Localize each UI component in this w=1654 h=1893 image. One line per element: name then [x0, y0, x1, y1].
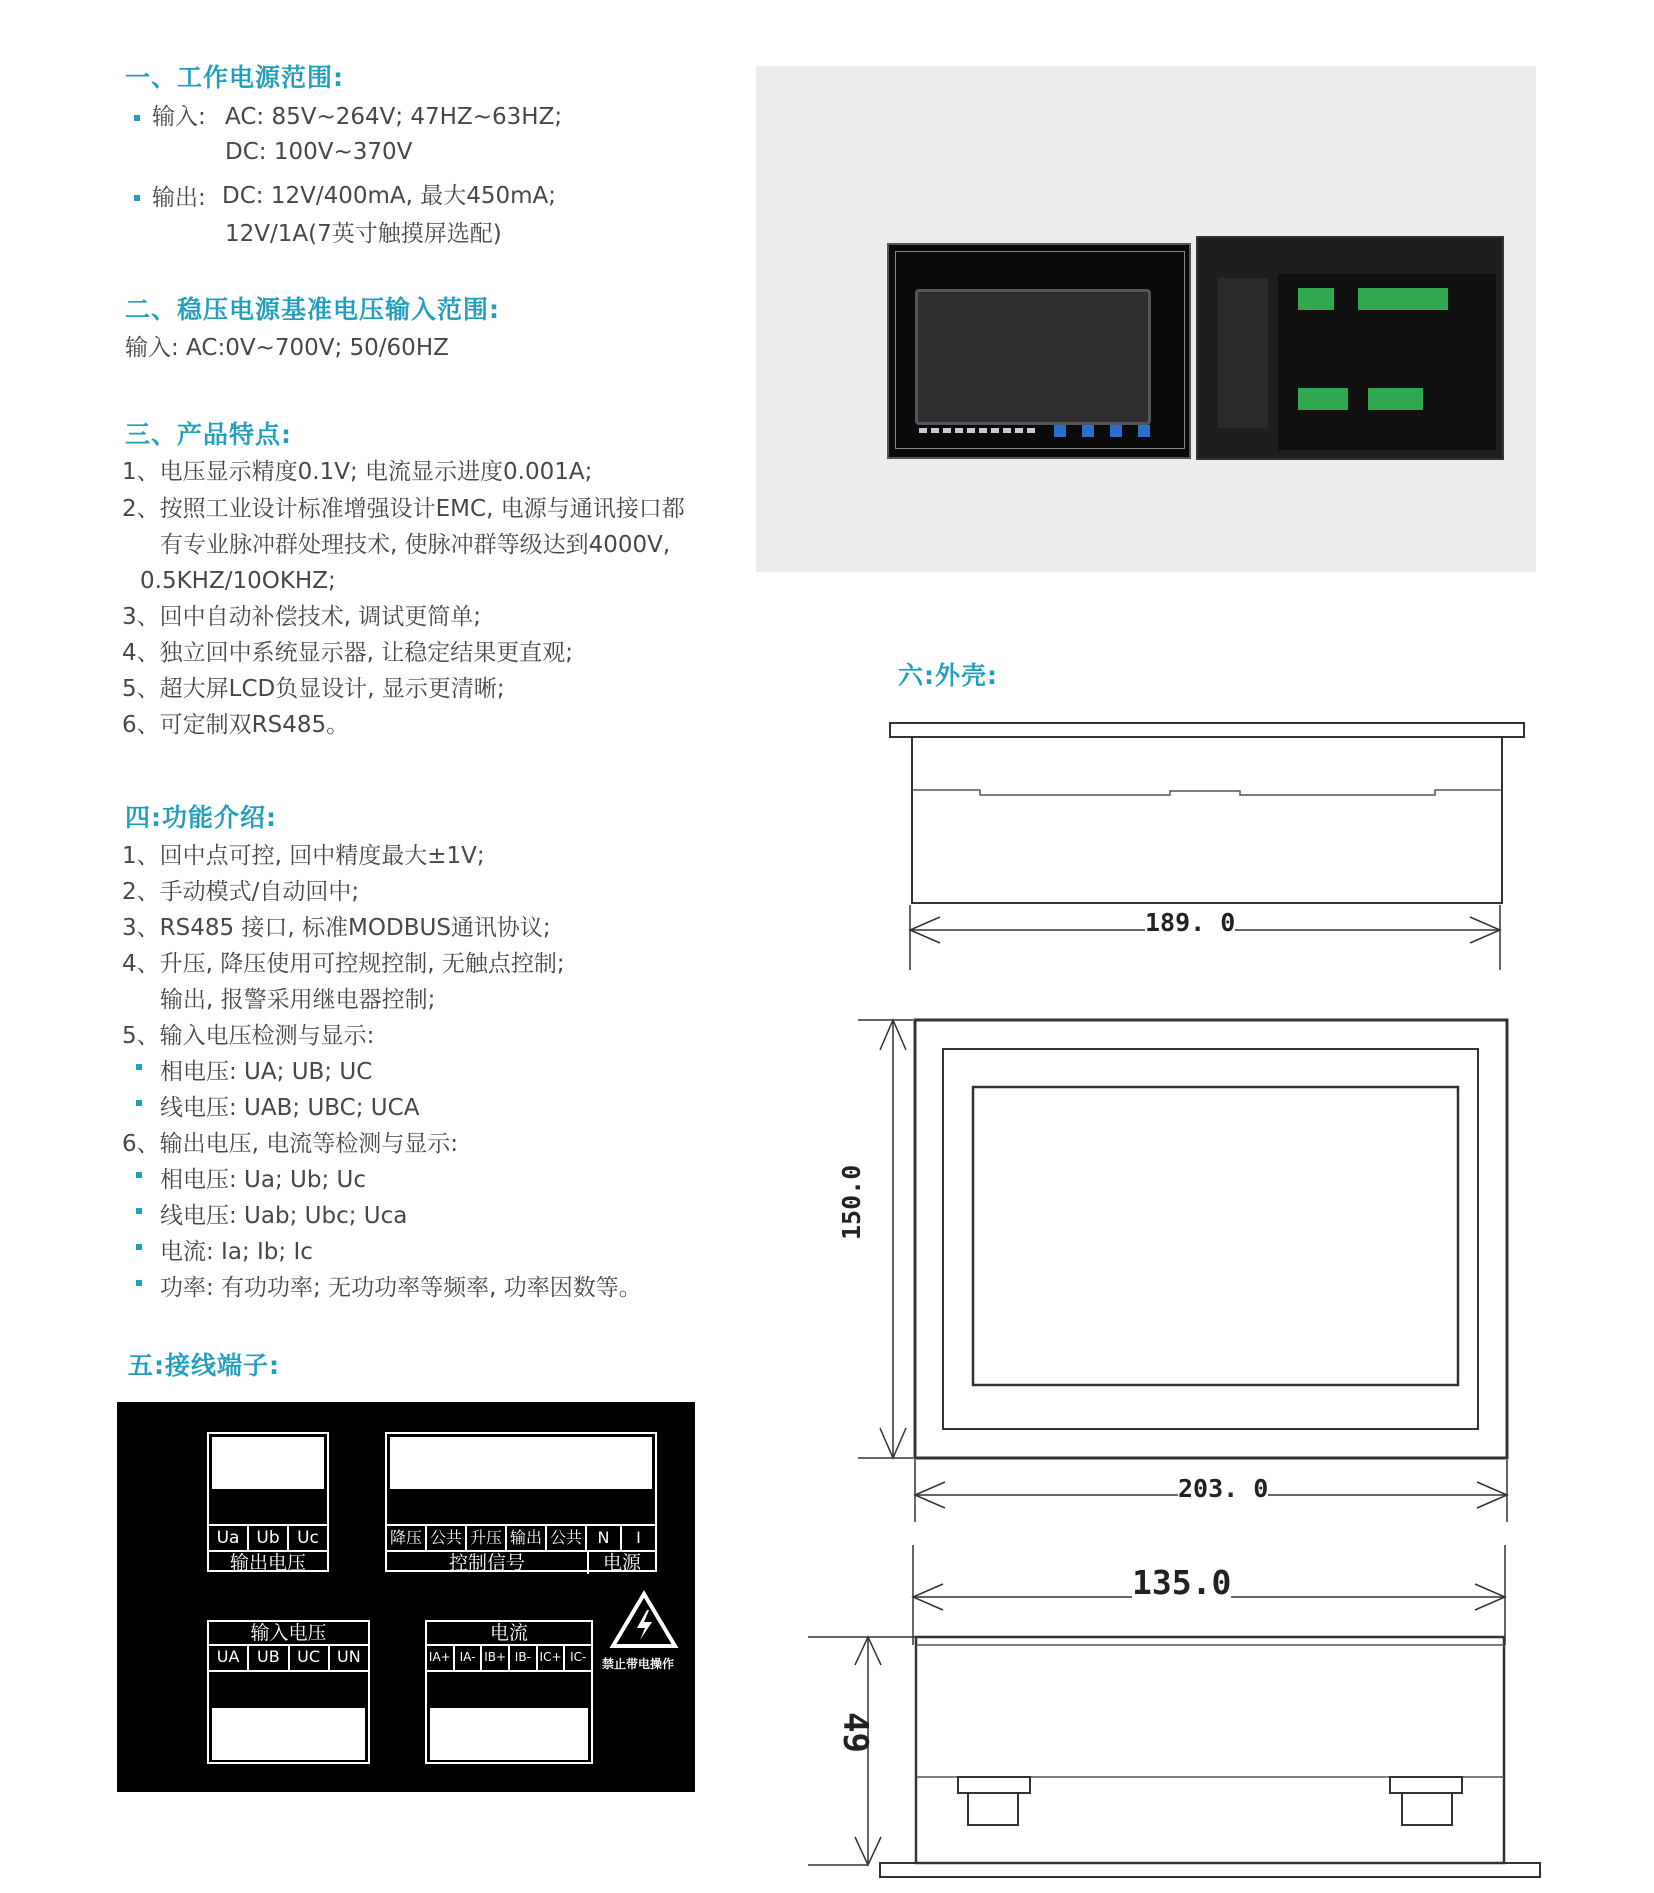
terminal-diagram	[117, 1402, 695, 1792]
current-cols	[427, 1646, 591, 1672]
current-block	[425, 1620, 593, 1764]
function-line: 3、RS485 接口, 标准MODBUS通讯协议;	[122, 915, 551, 941]
section-housing-title: 六:外壳:	[898, 661, 998, 690]
function-line: 功率: 有功功率; 无功功率等频率, 功率因数等。	[160, 1275, 642, 1301]
dim-width-front: 203. 0	[1178, 1474, 1269, 1503]
function-line: 线电压: Uab; Ubc; Uca	[160, 1203, 408, 1229]
feature-line: 3、回中自动补偿技术, 调试更简单;	[122, 604, 482, 630]
col-n: N	[587, 1526, 622, 1552]
button-key[interactable]	[1110, 425, 1122, 437]
col-uc-in: UC	[290, 1646, 330, 1670]
col-common: 公共	[427, 1526, 467, 1552]
bullet	[136, 1100, 142, 1106]
terminal-connector	[1298, 388, 1348, 410]
indicator-leds	[919, 428, 1039, 433]
button-key[interactable]	[1054, 425, 1066, 437]
feature-line: 1、电压显示精度0.1V; 电流显示进度0.001A;	[122, 459, 593, 485]
power-input-line1: AC: 85V~264V; 47HZ~63HZ;	[225, 104, 563, 130]
col-ic-minus: IC-	[570, 1650, 587, 1664]
bullet	[134, 195, 140, 201]
lcd-screen	[915, 289, 1151, 425]
col-ib-minus: IB-	[510, 1646, 538, 1670]
feature-line: 0.5KHZ/10OKHZ;	[140, 568, 336, 594]
function-line: 5、输入电压检测与显示:	[122, 1023, 375, 1049]
front-panel	[887, 243, 1191, 459]
bullet	[136, 1244, 142, 1250]
input-voltage-cols	[209, 1646, 368, 1672]
current-label: 电流	[427, 1622, 591, 1646]
button-key[interactable]	[1138, 425, 1150, 437]
output-voltage-label: 输出电压	[209, 1550, 327, 1574]
col-ua-in: UA	[209, 1646, 249, 1670]
feature-line: 2、按照工业设计标准增强设计EMC, 电源与通讯接口都	[122, 496, 685, 522]
bullet	[136, 1280, 142, 1286]
terminal-slot	[212, 1708, 365, 1760]
bullet	[136, 1172, 142, 1178]
output-voltage-cols	[209, 1524, 327, 1552]
feature-line: 有专业脉冲群处理技术, 使脉冲群等级达到4000V,	[160, 532, 671, 558]
warning-text: 禁止带电操作	[602, 1657, 675, 1671]
col-down: 降压	[387, 1526, 427, 1552]
bullet	[134, 115, 140, 121]
col-output: 输出	[507, 1526, 547, 1552]
feature-line: 4、独立回中系统显示器, 让稳定结果更直观;	[122, 640, 574, 666]
power-input-line2: DC: 100V~370V	[225, 139, 413, 165]
col-up: 升压	[467, 1526, 507, 1552]
housing-front-view	[858, 1012, 1518, 1522]
col-ub: Ub	[249, 1526, 289, 1552]
power-output-line2: 12V/1A(7英寸触摸屏选配)	[225, 221, 502, 247]
col-ia-minus: IA-	[455, 1646, 483, 1670]
col-ua: Ua	[209, 1526, 249, 1552]
terminal-connector	[1298, 288, 1334, 310]
output-voltage-block	[207, 1432, 329, 1572]
terminal-slot	[430, 1708, 588, 1760]
terminal-connector	[1368, 388, 1423, 410]
col-ic-plus: IC+	[538, 1646, 566, 1670]
rear-panel	[1196, 236, 1504, 460]
reference-line: 输入: AC:0V~700V; 50/60HZ	[125, 335, 449, 361]
input-voltage-block	[207, 1620, 370, 1764]
dim-height: 150.0	[837, 1164, 866, 1240]
section-power-title: 一、工作电源范围:	[125, 63, 344, 92]
control-label: 控制信号	[387, 1550, 589, 1574]
rear-bracket	[1218, 278, 1268, 428]
input-voltage-label: 输入电压	[209, 1622, 368, 1646]
bullet	[136, 1208, 142, 1214]
feature-line: 5、超大屏LCD负显设计, 显示更清晰;	[122, 676, 505, 702]
button-key[interactable]	[1082, 425, 1094, 437]
dim-width-side: 135.0	[1132, 1563, 1232, 1602]
terminal-slot	[390, 1437, 652, 1489]
bullet	[136, 1064, 142, 1070]
dim-depth: 49	[835, 1712, 875, 1753]
function-line: 1、回中点可控, 回中精度最大±1V;	[122, 843, 485, 869]
col-un-in: UN	[337, 1647, 361, 1666]
product-photo	[756, 66, 1536, 572]
function-line: 相电压: UA; UB; UC	[160, 1059, 373, 1085]
function-line: 输出, 报警采用继电器控制;	[160, 987, 436, 1013]
function-line: 2、手动模式/自动回中;	[122, 879, 360, 905]
section-functions-title: 四:功能介绍:	[125, 803, 277, 832]
control-cols	[387, 1524, 655, 1552]
function-line: 相电压: Ua; Ub; Uc	[160, 1167, 367, 1193]
power-input-label: 输入:	[152, 104, 206, 130]
function-line: 4、升压, 降压使用可控规控制, 无触点控制;	[122, 951, 565, 977]
col-ib-plus: IB+	[482, 1646, 510, 1670]
col-ub-in: UB	[249, 1646, 289, 1670]
terminal-slot	[212, 1437, 324, 1489]
function-line: 线电压: UAB; UBC; UCA	[160, 1095, 420, 1121]
power-output-line1: DC: 12V/400mA, 最大450mA;	[222, 183, 557, 209]
col-l: I	[636, 1528, 641, 1547]
function-line: 6、输出电压, 电流等检测与显示:	[122, 1131, 459, 1157]
section-terminals-title: 五:接线端子:	[128, 1351, 280, 1380]
function-line: 电流: Ia; Ib; Ic	[160, 1239, 313, 1265]
dim-width-top: 189. 0	[1145, 908, 1236, 937]
col-uc: Uc	[297, 1528, 319, 1548]
terminal-connector	[1358, 288, 1448, 310]
power-output-label: 输出:	[152, 185, 206, 211]
section-reference-title: 二、稳压电源基准电压输入范围:	[125, 295, 500, 324]
col-common-2: 公共	[547, 1526, 587, 1552]
feature-line: 6、可定制双RS485。	[122, 712, 350, 738]
control-power-block	[385, 1432, 657, 1572]
col-ia-plus: IA+	[427, 1646, 455, 1670]
power-label: 电源	[589, 1550, 655, 1574]
high-voltage-warning-icon	[609, 1590, 679, 1650]
section-features-title: 三、产品特点:	[125, 420, 292, 449]
